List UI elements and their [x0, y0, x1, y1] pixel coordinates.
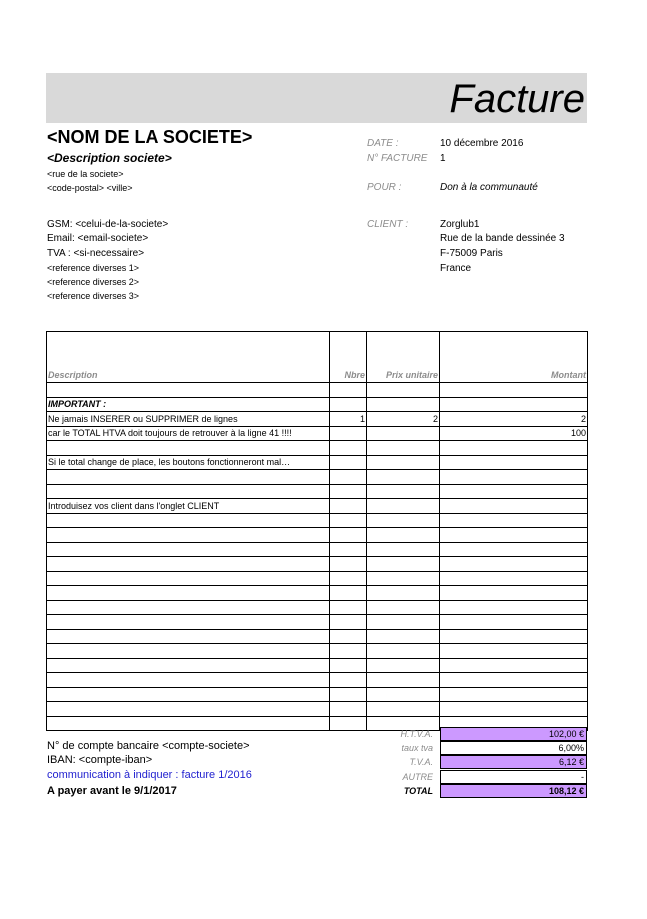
cell-prix-unitaire — [367, 571, 440, 586]
client-street: Rue de la bande dessinée 3 — [440, 233, 565, 244]
cell-montant — [440, 499, 588, 514]
cell-prix-unitaire — [367, 542, 440, 557]
cell-description — [47, 615, 330, 630]
client-label: CLIENT : — [367, 219, 409, 230]
table-row — [47, 644, 588, 659]
cell-description — [47, 716, 330, 731]
table-row — [47, 484, 588, 499]
cell-description — [47, 586, 330, 601]
cell-description: IMPORTANT : — [47, 397, 330, 412]
company-email: Email: <email-societe> — [47, 233, 149, 244]
company-gsm: GSM: <celui-de-la-societe> — [47, 219, 169, 230]
table-row — [47, 557, 588, 572]
cell-montant — [440, 615, 588, 630]
table-row — [47, 513, 588, 528]
title-banner — [46, 73, 587, 123]
table-row — [47, 426, 588, 441]
cell-prix-unitaire — [367, 441, 440, 456]
total-label: TOTAL — [403, 786, 433, 796]
cell-description — [47, 542, 330, 557]
company-ref-2: <reference diverses 2> — [47, 277, 140, 287]
cell-description — [47, 644, 330, 659]
cell-prix-unitaire — [367, 658, 440, 673]
cell-nbre — [330, 470, 367, 485]
cell-prix-unitaire — [367, 426, 440, 441]
cell-description — [47, 528, 330, 543]
cell-prix-unitaire — [367, 615, 440, 630]
htva-value: 102,00 € — [440, 727, 587, 741]
cell-prix-unitaire — [367, 528, 440, 543]
cell-nbre — [330, 484, 367, 499]
cell-montant — [440, 557, 588, 572]
cell-prix-unitaire — [367, 629, 440, 644]
cell-description — [47, 571, 330, 586]
cell-description: Ne jamais INSERER ou SUPPRIMER de lignes — [47, 412, 330, 427]
table-row — [47, 412, 588, 427]
table-row — [47, 600, 588, 615]
pour-label: POUR : — [367, 182, 402, 193]
cell-montant — [440, 586, 588, 601]
cell-prix-unitaire: 2 — [367, 412, 440, 427]
payment-due-date: A payer avant le 9/1/2017 — [47, 785, 177, 797]
cell-montant — [440, 658, 588, 673]
cell-prix-unitaire — [367, 383, 440, 398]
cell-nbre — [330, 615, 367, 630]
cell-description — [47, 673, 330, 688]
cell-description — [47, 658, 330, 673]
header-montant: Montant — [440, 332, 588, 383]
cell-nbre — [330, 687, 367, 702]
cell-nbre — [330, 426, 367, 441]
table-row — [47, 658, 588, 673]
cell-nbre — [330, 499, 367, 514]
cell-montant — [440, 673, 588, 688]
cell-prix-unitaire — [367, 600, 440, 615]
iban: IBAN: <compte-iban> — [47, 754, 153, 766]
cell-description: Introduisez vos client dans l'onglet CLIENT — [47, 499, 330, 514]
table-row — [47, 615, 588, 630]
cell-prix-unitaire — [367, 687, 440, 702]
company-ref-3: <reference diverses 3> — [47, 291, 140, 301]
cell-nbre: 1 — [330, 412, 367, 427]
table-row — [47, 687, 588, 702]
cell-nbre — [330, 586, 367, 601]
table-row — [47, 455, 588, 470]
cell-nbre — [330, 716, 367, 731]
cell-montant — [440, 571, 588, 586]
cell-description — [47, 557, 330, 572]
table-row — [47, 542, 588, 557]
cell-montant — [440, 513, 588, 528]
tva-value: 6,12 € — [440, 755, 587, 769]
table-row — [47, 441, 588, 456]
table-header-row — [47, 332, 588, 383]
cell-description: car le TOTAL HTVA doit toujours de retrouver à la ligne 41 !!!! — [47, 426, 330, 441]
company-postal-city: <code-postal> <ville> — [47, 183, 133, 193]
cell-nbre — [330, 571, 367, 586]
table-row — [47, 586, 588, 601]
cell-nbre — [330, 455, 367, 470]
cell-nbre — [330, 513, 367, 528]
cell-montant — [440, 542, 588, 557]
date-value: 10 décembre 2016 — [440, 138, 524, 149]
table-row — [47, 571, 588, 586]
cell-nbre — [330, 673, 367, 688]
invoice-number-value: 1 — [440, 153, 446, 164]
cell-montant: 2 — [440, 412, 588, 427]
cell-montant — [440, 528, 588, 543]
cell-montant — [440, 441, 588, 456]
pour-value: Don à la communauté — [440, 182, 538, 193]
cell-prix-unitaire — [367, 673, 440, 688]
cell-prix-unitaire — [367, 455, 440, 470]
table-row — [47, 528, 588, 543]
cell-montant — [440, 644, 588, 659]
cell-montant — [440, 470, 588, 485]
cell-description — [47, 441, 330, 456]
cell-prix-unitaire — [367, 702, 440, 717]
client-country: France — [440, 263, 472, 274]
cell-montant — [440, 687, 588, 702]
cell-description — [47, 470, 330, 485]
cell-prix-unitaire — [367, 586, 440, 601]
cell-prix-unitaire — [367, 484, 440, 499]
autre-label: AUTRE — [402, 772, 433, 782]
cell-nbre — [330, 528, 367, 543]
table-row — [47, 470, 588, 485]
cell-prix-unitaire — [367, 499, 440, 514]
table-row — [47, 499, 588, 514]
cell-montant — [440, 484, 588, 499]
company-ref-1: <reference diverses 1> — [47, 263, 140, 273]
bank-account: N° de compte bancaire <compte-societe> — [47, 740, 250, 752]
cell-prix-unitaire — [367, 557, 440, 572]
cell-description: Si le total change de place, les boutons fonctionneront mal… — [47, 455, 330, 470]
cell-description — [47, 484, 330, 499]
cell-montant — [440, 455, 588, 470]
cell-description — [47, 687, 330, 702]
cell-nbre — [330, 557, 367, 572]
cell-description — [47, 383, 330, 398]
tva-label: T.V.A. — [409, 757, 433, 767]
total-value: 108,12 € — [440, 784, 587, 798]
document-title: Facture — [449, 77, 585, 121]
cell-nbre — [330, 397, 367, 412]
cell-montant — [440, 397, 588, 412]
cell-montant — [440, 702, 588, 717]
cell-description — [47, 629, 330, 644]
table-row — [47, 702, 588, 717]
cell-montant: 100 — [440, 426, 588, 441]
header-prix-unitaire: Prix unitaire — [367, 332, 440, 383]
company-tva: TVA : <si-necessaire> — [47, 248, 145, 259]
taux-tva-value: 6,00% — [440, 741, 587, 755]
cell-nbre — [330, 383, 367, 398]
cell-description — [47, 702, 330, 717]
cell-prix-unitaire — [367, 513, 440, 528]
cell-nbre — [330, 441, 367, 456]
client-city: F-75009 Paris — [440, 248, 503, 259]
cell-nbre — [330, 600, 367, 615]
table-row — [47, 629, 588, 644]
cell-nbre — [330, 644, 367, 659]
invoice-lines-table — [46, 331, 588, 731]
cell-montant — [440, 629, 588, 644]
cell-nbre — [330, 702, 367, 717]
invoice-number-label: N° FACTURE — [367, 153, 428, 164]
table-row — [47, 673, 588, 688]
company-street: <rue de la societe> — [47, 169, 124, 179]
cell-prix-unitaire — [367, 470, 440, 485]
table-row — [47, 383, 588, 398]
header-description: Description — [47, 332, 330, 383]
cell-montant — [440, 600, 588, 615]
cell-montant — [440, 383, 588, 398]
taux-tva-label: taux tva — [401, 743, 433, 753]
payment-communication: communication à indiquer : facture 1/2016 — [47, 769, 252, 781]
date-label: DATE : — [367, 138, 399, 149]
cell-nbre — [330, 629, 367, 644]
company-description: <Description societe> — [47, 151, 172, 165]
htva-label: H.T.V.A. — [400, 729, 433, 739]
cell-description — [47, 600, 330, 615]
autre-value: - — [440, 770, 587, 784]
cell-description — [47, 513, 330, 528]
header-nbre: Nbre — [330, 332, 367, 383]
cell-nbre — [330, 658, 367, 673]
cell-nbre — [330, 542, 367, 557]
cell-prix-unitaire — [367, 644, 440, 659]
company-name: <NOM DE LA SOCIETE> — [47, 127, 253, 147]
cell-prix-unitaire — [367, 397, 440, 412]
table-row — [47, 397, 588, 412]
client-name: Zorglub1 — [440, 219, 480, 230]
